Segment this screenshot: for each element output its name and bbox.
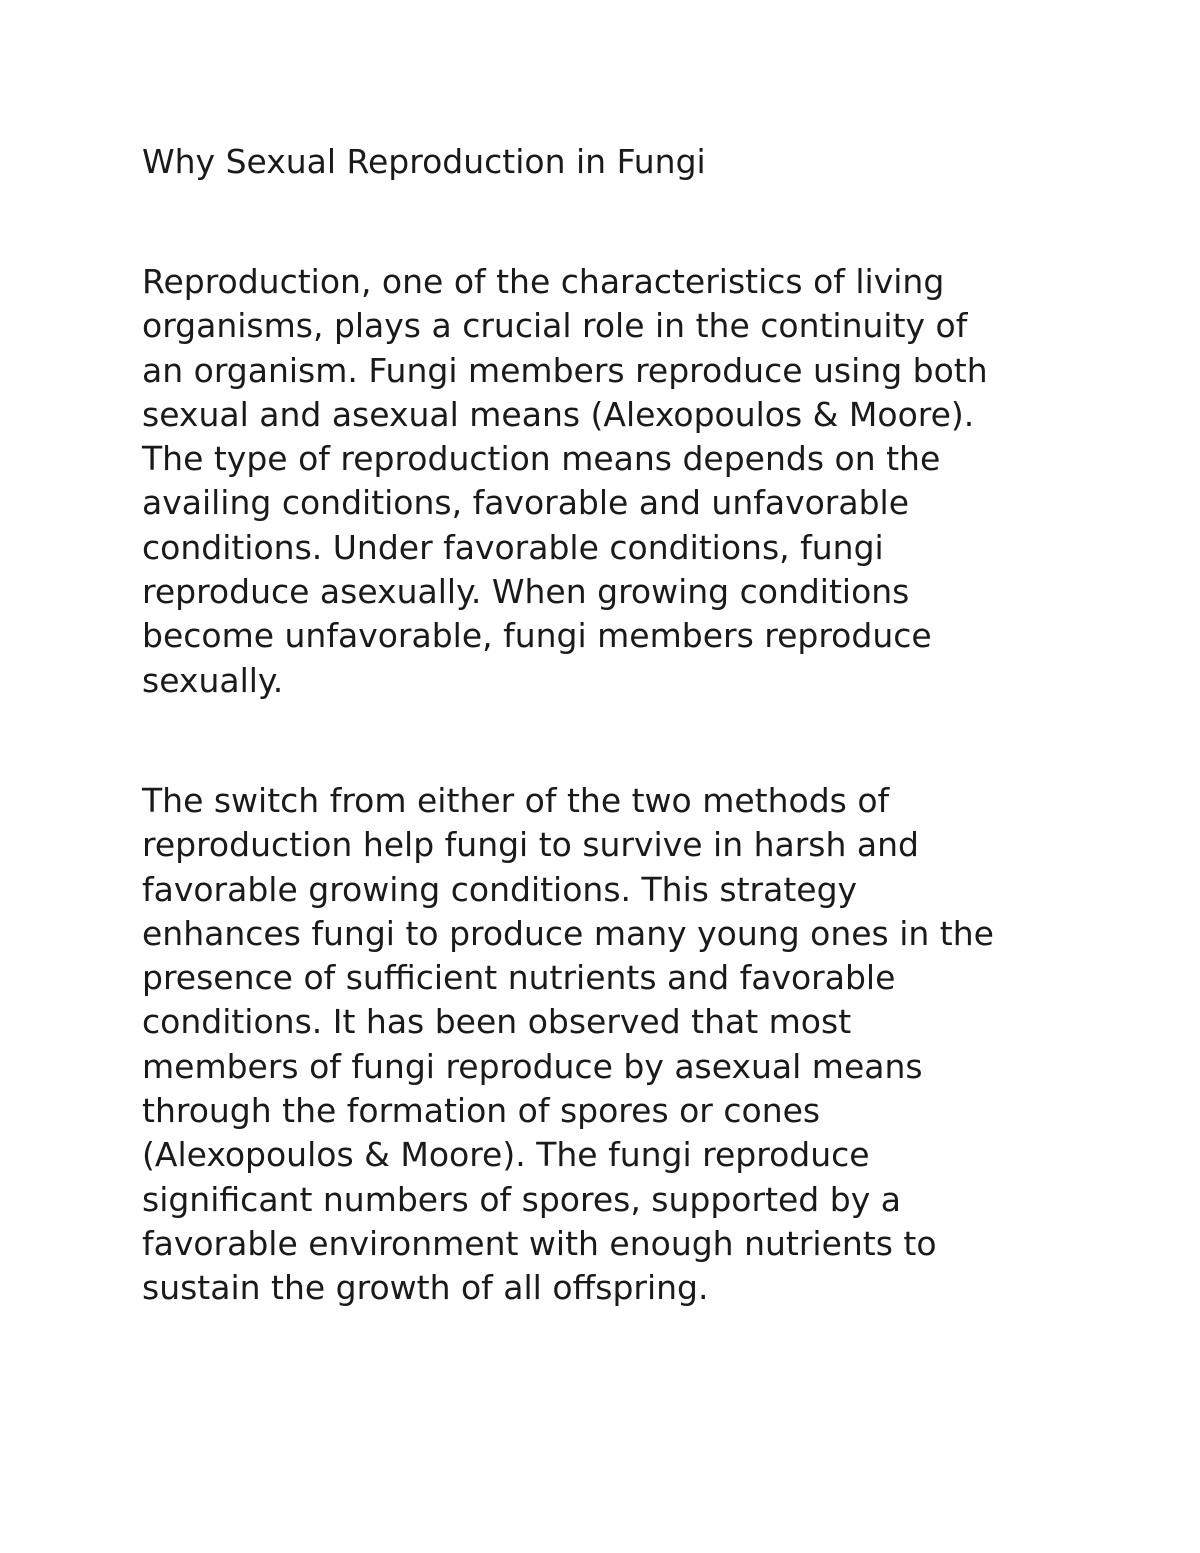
paragraph-line: The switch from either of the two methods of bbox=[142, 781, 890, 820]
document-title: Why Sexual Reproduction in Fungi bbox=[142, 142, 706, 181]
paragraph-line: significant numbers of spores, supported by a bbox=[142, 1179, 901, 1219]
paragraph-line: sustain the growth of all offspring. bbox=[142, 1268, 709, 1308]
paragraph-line: through the formation of spores or cones bbox=[142, 1091, 821, 1131]
paragraph-line: reproduction help fungi to survive in harsh and bbox=[142, 825, 919, 865]
paragraph-line: presence of sufficient nutrients and favorable bbox=[142, 958, 896, 998]
paragraph-line: (Alexopoulos & Moore). The fungi reproduce bbox=[142, 1135, 870, 1175]
paragraph-line: organisms, plays a crucial role in the continuity of bbox=[142, 306, 968, 346]
paragraph-line: Reproduction, one of the characteristics of living bbox=[142, 262, 945, 301]
paragraph-1 bbox=[142, 260, 988, 703]
paragraph-line: availing conditions, favorable and unfavorable bbox=[142, 483, 910, 523]
paragraph-line: sexual and asexual means (Alexopoulos & Moore). bbox=[142, 394, 975, 434]
paragraph-line: an organism. Fungi members reproduce using both bbox=[142, 350, 988, 390]
paragraph-line: favorable environment with enough nutrients to bbox=[142, 1223, 937, 1263]
paragraph-2 bbox=[142, 779, 994, 1311]
paragraph-line: members of fungi reproduce by asexual means bbox=[142, 1046, 923, 1086]
paragraph-line: favorable growing conditions. This strategy bbox=[142, 869, 858, 909]
paragraph-line: sexually. bbox=[142, 660, 284, 700]
paragraph-line: enhances fungi to produce many young ones in the bbox=[142, 913, 994, 953]
paragraph-line: conditions. It has been observed that most bbox=[142, 1002, 852, 1042]
paragraph-line: reproduce asexually. When growing conditions bbox=[142, 572, 910, 612]
paragraph-line: The type of reproduction means depends on the bbox=[142, 439, 941, 479]
paragraph-line: become unfavorable, fungi members reproduce bbox=[142, 616, 932, 656]
paragraph-line: conditions. Under favorable conditions, fungi bbox=[142, 527, 884, 567]
